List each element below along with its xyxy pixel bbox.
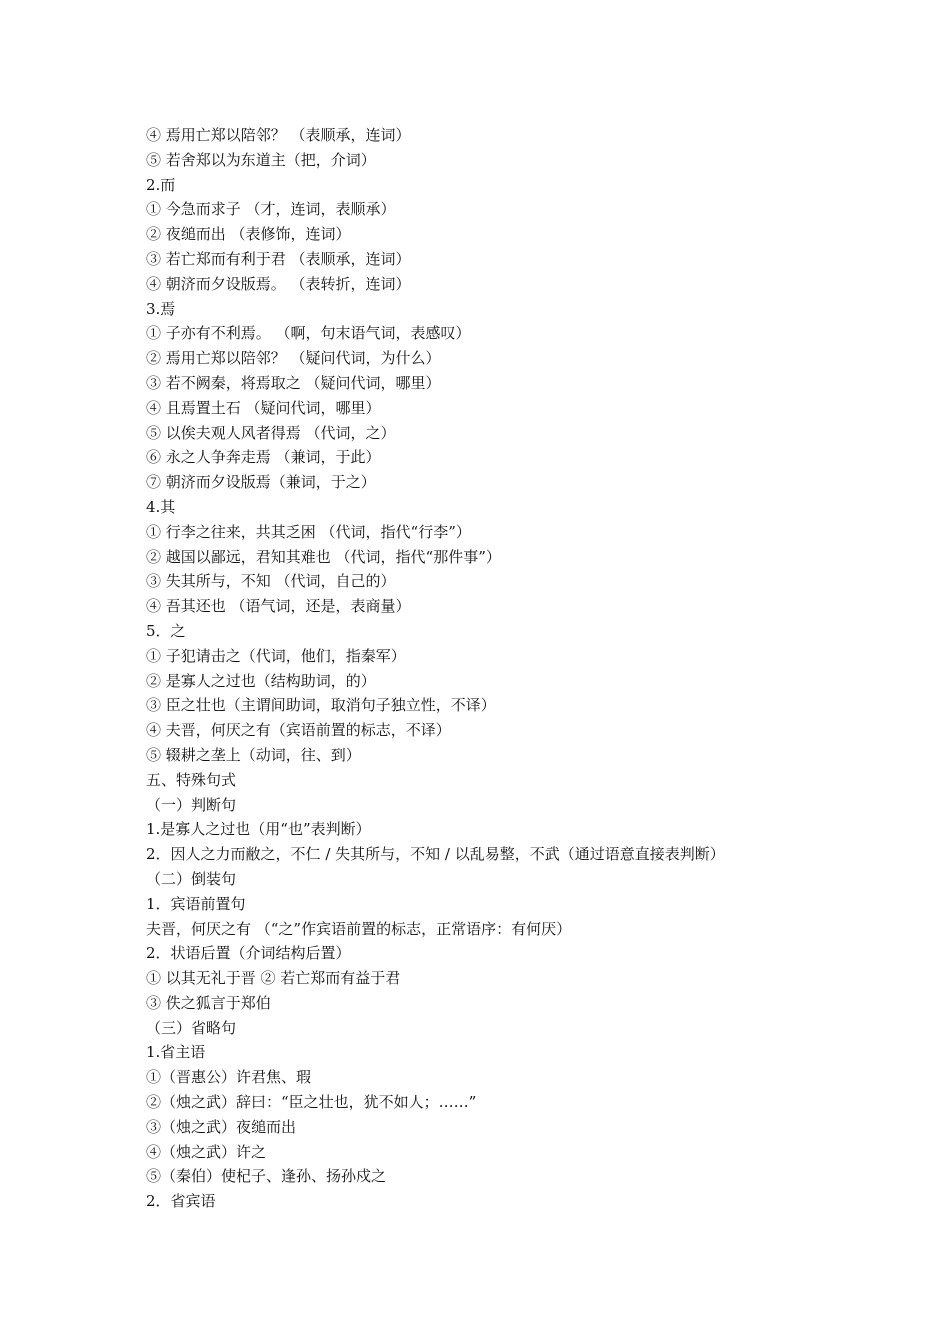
text-line: ② 焉用亡郑以陪邻？ （疑问代词，为什么） xyxy=(146,349,441,368)
text-line: ⑦ 朝济而夕设版焉（兼词，于之） xyxy=(146,473,376,492)
text-line: ③ 佚之狐言于郑伯 xyxy=(146,993,271,1012)
text-line: 1.是寡人之过也（用“也”表判断） xyxy=(146,820,371,839)
section-heading: 2．省宾语 xyxy=(146,1192,216,1211)
subsection-heading: （三）省略句 xyxy=(146,1018,237,1037)
text-line: ② 是寡人之过也（结构助词，的） xyxy=(146,671,376,690)
text-line: ⑤（秦伯）使杞子、逢孙、扬孙戍之 xyxy=(146,1167,387,1186)
text-line: ① 以其无礼于晋 ② 若亡郑而有益于君 xyxy=(146,969,401,988)
text-line: 夫晋，何厌之有 （“之”作宾语前置的标志，正常语序：有何厌） xyxy=(146,919,572,938)
section-heading: 2．状语后置（介词结构后置） xyxy=(146,944,351,963)
text-line: ① 今急而求子 （才，连词，表顺承） xyxy=(146,200,396,219)
text-line: ④ 焉用亡郑以陪邻？ （表顺承，连词） xyxy=(146,126,411,144)
subsection-heading: （二）倒装句 xyxy=(146,869,237,888)
subsection-heading: （一）判断句 xyxy=(146,795,237,814)
text-line: ⑤ 以俟夫观人风者得焉 （代词，之） xyxy=(146,423,396,442)
text-line: ④（烛之武）许之 xyxy=(146,1142,267,1161)
section-heading: 4.其 xyxy=(146,497,176,516)
section-heading: 5．之 xyxy=(146,621,186,640)
section-heading: 1.省主语 xyxy=(146,1043,206,1062)
document-body xyxy=(146,123,926,1214)
section-heading: 1．宾语前置句 xyxy=(146,894,246,913)
section-heading: 2.而 xyxy=(146,175,176,194)
text-line: ④ 夫晋，何厌之有（宾语前置的标志，不译） xyxy=(146,721,451,740)
text-line: ② 越国以鄙远，君知其难也 （代词，指代“那件事”） xyxy=(146,547,501,566)
text-line: ⑤ 辍耕之垄上（动词，往、到） xyxy=(146,745,361,764)
text-line: ② 夜缒而出 （表修饰，连词） xyxy=(146,225,351,244)
text-line: ① 子犯请击之（代词，他们，指秦军） xyxy=(146,646,406,665)
text-line: ④ 吾其还也 （语气词，还是，表商量） xyxy=(146,597,411,616)
text-line: ②（烛之武）辞曰：“臣之壮也，犹不如人；……” xyxy=(146,1093,477,1112)
section-heading: 3.焉 xyxy=(146,299,176,318)
text-line: ⑤ 若舍郑以为东道主（把，介词） xyxy=(146,150,376,169)
text-line: ③（烛之武）夜缒而出 xyxy=(146,1117,297,1136)
text-line: ③ 失其所与，不知 （代词，自己的） xyxy=(146,572,396,591)
text-line: ③ 若不阙秦，将焉取之 （疑问代词，哪里） xyxy=(146,373,441,392)
text-line: ④ 且焉置土石 （疑问代词，哪里） xyxy=(146,398,381,417)
text-line: ① 子亦有不利焉。 （啊，句末语气词，表感叹） xyxy=(146,324,471,343)
text-line: ⑥ 永之人争奔走焉 （兼词，于此） xyxy=(146,448,381,467)
text-line: 2．因人之力而敝之，不仁 / 失其所与，不知 / 以乱易整，不武（通过语意直接表判断） xyxy=(146,845,725,864)
chapter-heading: 五、特殊句式 xyxy=(146,770,237,789)
text-line: ③ 若亡郑而有利于君 （表顺承，连词） xyxy=(146,249,411,268)
text-line: ③ 臣之壮也（主谓间助词，取消句子独立性，不译） xyxy=(146,696,496,715)
text-line: ① 行李之往来，共其乏困 （代词，指代“行李”） xyxy=(146,522,471,541)
text-line: ④ 朝济而夕设版焉。 （表转折，连词） xyxy=(146,274,411,293)
text-line: ①（晋惠公）许君焦、瑕 xyxy=(146,1068,312,1087)
